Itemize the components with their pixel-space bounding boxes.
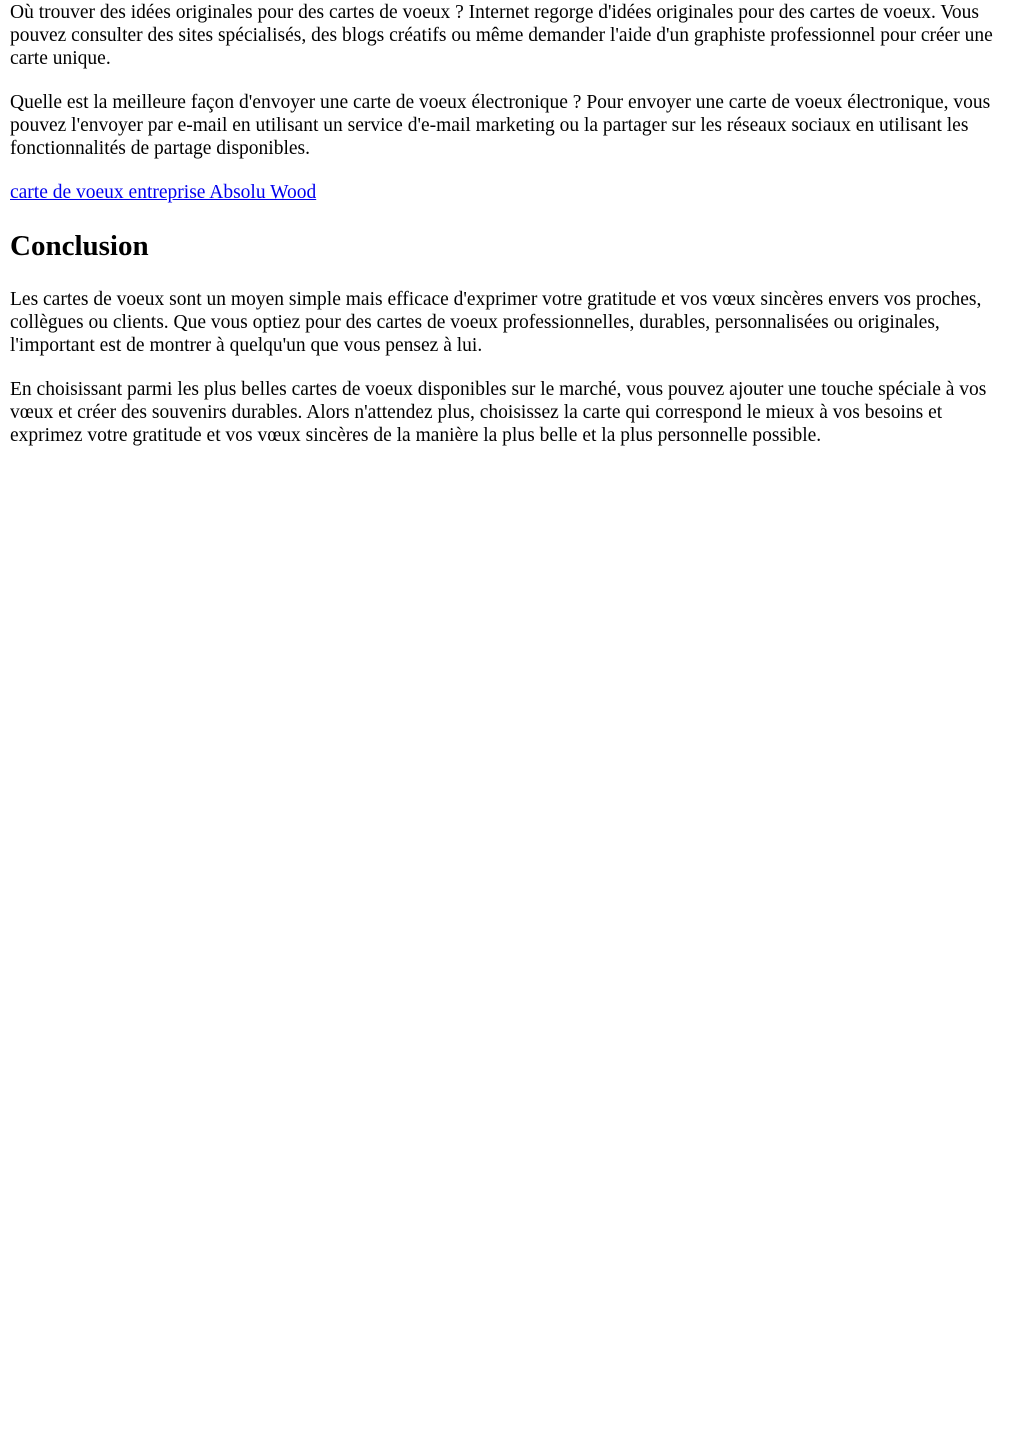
article-content	[0, 0, 1024, 447]
faq-paragraph-electronic-card: Quelle est la meilleure façon d'envoyer une carte de voeux électronique ? Pour envoyer une carte de voeux électronique, vous pouvez l'envoyer par e-mail en utilisant un service d'e-mail marketing ou la partager sur les réseaux sociaux en utilisant les fonctionnalités de partage disponibles.	[10, 92, 991, 159]
conclusion-heading: Conclusion	[10, 230, 149, 262]
conclusion-paragraph-2: En choisissant parmi les plus belles cartes de voeux disponibles sur le marché, vous pouvez ajouter une touche spéciale à vos vœux et créer des souvenirs durables. Alors n'attendez plus, choisissez la carte qui correspond le mieux à vos besoins et exprimez votre gratitude et vos vœux sincères de la manière la plus belle et la plus personnelle possible.	[10, 379, 987, 446]
conclusion-paragraph-1: Les cartes de voeux sont un moyen simple mais efficace d'exprimer votre gratitude et vos vœux sincères envers vos proches, collègues ou clients. Que vous optiez pour des cartes de voeux professionnelles, durables, personnalisées ou originales, l'important est de montrer à quelqu'un que vous pensez à lui.	[10, 289, 982, 356]
absolu-wood-link[interactable]: carte de voeux entreprise Absolu Wood	[10, 182, 317, 203]
link-paragraph	[10, 181, 1014, 204]
faq-paragraph-ideas: Où trouver des idées originales pour des cartes de voeux ? Internet regorge d'idées originales pour des cartes de voeux. Vous pouvez consulter des sites spécialisés, des blogs créatifs ou même demander l'aide d'un graphiste professionnel pour créer une carte unique.	[10, 2, 993, 69]
